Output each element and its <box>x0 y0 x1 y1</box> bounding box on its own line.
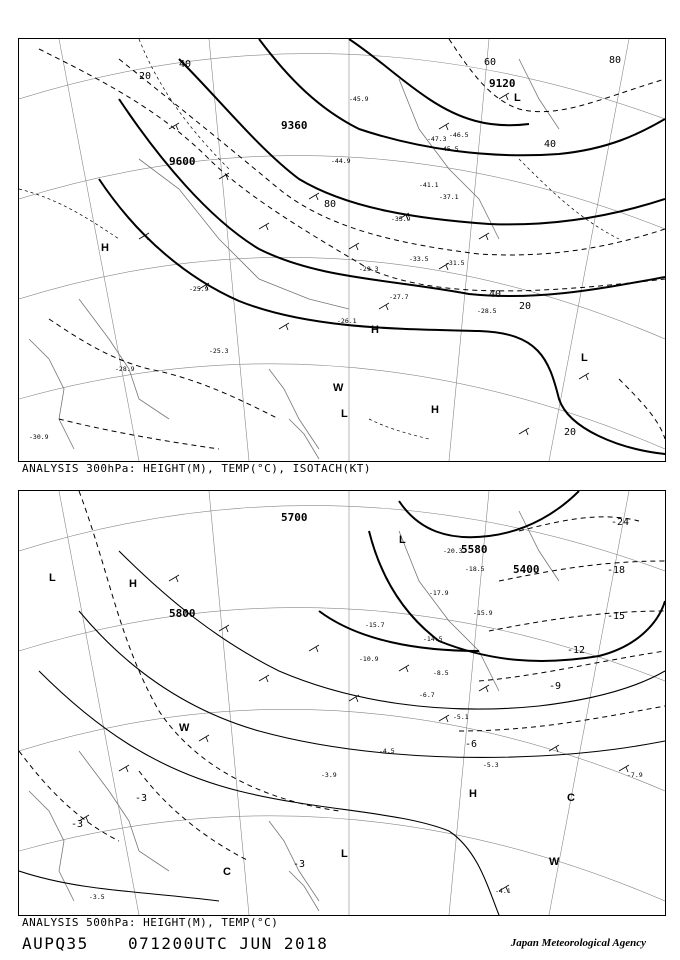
station-temp: -25.3 <box>209 347 229 355</box>
isotherms <box>19 39 622 439</box>
temp-label: -18 <box>607 565 626 576</box>
station-temp: -15.7 <box>365 621 385 629</box>
warm-marker: W <box>549 856 560 868</box>
station-temp: -29.3 <box>359 265 379 273</box>
isotach-label: 40 <box>544 139 557 150</box>
bottom-map-caption: ANALYSIS 500hPa: HEIGHT(M), TEMP(°C) <box>22 916 279 929</box>
warm-marker: W <box>179 722 190 734</box>
height-label: 9600 <box>169 155 196 168</box>
warm-marker: W <box>333 382 344 394</box>
station-temp: -45.9 <box>349 95 369 103</box>
isotach-label: 20 <box>139 71 152 82</box>
height-label: 9360 <box>281 119 308 132</box>
chart-code: AUPQ35 <box>22 934 89 953</box>
map-300hpa-canvas <box>19 39 665 461</box>
station-temp: -45.5 <box>439 145 459 153</box>
station-temp: -25.9 <box>189 285 209 293</box>
station-temp: -3.9 <box>321 771 337 779</box>
station-temp: -4.1 <box>495 887 511 895</box>
pressure-center-low: L <box>581 352 588 364</box>
height-contours <box>99 39 665 454</box>
station-temp: -6.7 <box>419 691 435 699</box>
pressure-center-low: L <box>341 848 348 860</box>
pressure-center-high: H <box>101 242 109 254</box>
station-temp: -26.1 <box>337 317 357 325</box>
height-label: 5700 <box>281 511 308 524</box>
isotach-label: 20 <box>564 427 577 438</box>
station-temp: -33.5 <box>409 255 429 263</box>
top-map-caption: ANALYSIS 300hPa: HEIGHT(M), TEMP(°C), ISOTACH(KT) <box>22 462 372 475</box>
station-temp: -47.3 <box>427 135 447 143</box>
station-temp: -14.5 <box>423 635 443 643</box>
isotach-label: 80 <box>324 199 337 210</box>
station-temp: -4.5 <box>379 747 395 755</box>
pressure-center-high: H <box>371 324 379 336</box>
station-temp: -35.9 <box>391 215 411 223</box>
valid-time: 071200UTC JUN 2018 <box>128 934 329 953</box>
station-temp: -31.5 <box>445 259 465 267</box>
isotach-label: 40 <box>489 289 502 300</box>
station-temp: -30.9 <box>29 433 49 441</box>
station-temp: -28.9 <box>115 365 135 373</box>
station-temp: -20.3 <box>443 547 463 555</box>
station-temp: -3.5 <box>89 893 105 901</box>
station-temp: -28.5 <box>477 307 497 315</box>
pressure-center-low: L <box>341 408 348 420</box>
station-temp: -5.3 <box>483 761 499 769</box>
height-label: 9120 <box>489 77 516 90</box>
wind-barbs <box>79 575 629 892</box>
station-temp: -37.1 <box>439 193 459 201</box>
temp-label: -3 <box>71 819 84 830</box>
pressure-center-high: H <box>129 578 137 590</box>
station-temp: -7.9 <box>627 771 643 779</box>
isotach-label: 40 <box>179 59 192 70</box>
pressure-center-high: H <box>469 788 477 800</box>
wind-barbs <box>139 93 589 435</box>
height-label: 5400 <box>513 563 540 576</box>
cold-marker: C <box>223 866 231 878</box>
isotach-label: 80 <box>609 55 622 66</box>
isotach-label: 60 <box>484 57 497 68</box>
station-temp: -41.1 <box>419 181 439 189</box>
temp-label: -3 <box>293 859 306 870</box>
temp-label: -6 <box>465 739 478 750</box>
isotherms <box>19 491 665 861</box>
pressure-center-low: L <box>49 572 56 584</box>
map-500hpa <box>18 490 666 916</box>
pressure-center-low: L <box>514 92 521 104</box>
height-label: 5580 <box>461 543 488 556</box>
temp-label: -24 <box>611 517 630 528</box>
station-temp: -27.7 <box>389 293 409 301</box>
isotach-label: 20 <box>519 301 532 312</box>
temp-label: -3 <box>135 793 148 804</box>
temp-label: -12 <box>567 645 586 656</box>
station-temp: -15.9 <box>473 609 493 617</box>
agency-credit: Japan Meteorological Agency <box>510 937 646 949</box>
temp-label: -15 <box>607 611 626 622</box>
station-temp: -10.9 <box>359 655 379 663</box>
map-500hpa-canvas <box>19 491 665 915</box>
station-temp: -5.1 <box>453 713 469 721</box>
station-temp: -18.5 <box>465 565 485 573</box>
station-temp: -46.5 <box>449 131 469 139</box>
pressure-center-high: H <box>431 404 439 416</box>
station-temp: -44.9 <box>331 157 351 165</box>
station-temp: -8.5 <box>433 669 449 677</box>
height-label: 5800 <box>169 607 196 620</box>
pressure-center-low: L <box>399 534 406 546</box>
temp-label: -9 <box>549 681 562 692</box>
station-temp: -17.9 <box>429 589 449 597</box>
graticule <box>19 39 665 461</box>
map-300hpa <box>18 38 666 462</box>
cold-marker: C <box>567 792 575 804</box>
